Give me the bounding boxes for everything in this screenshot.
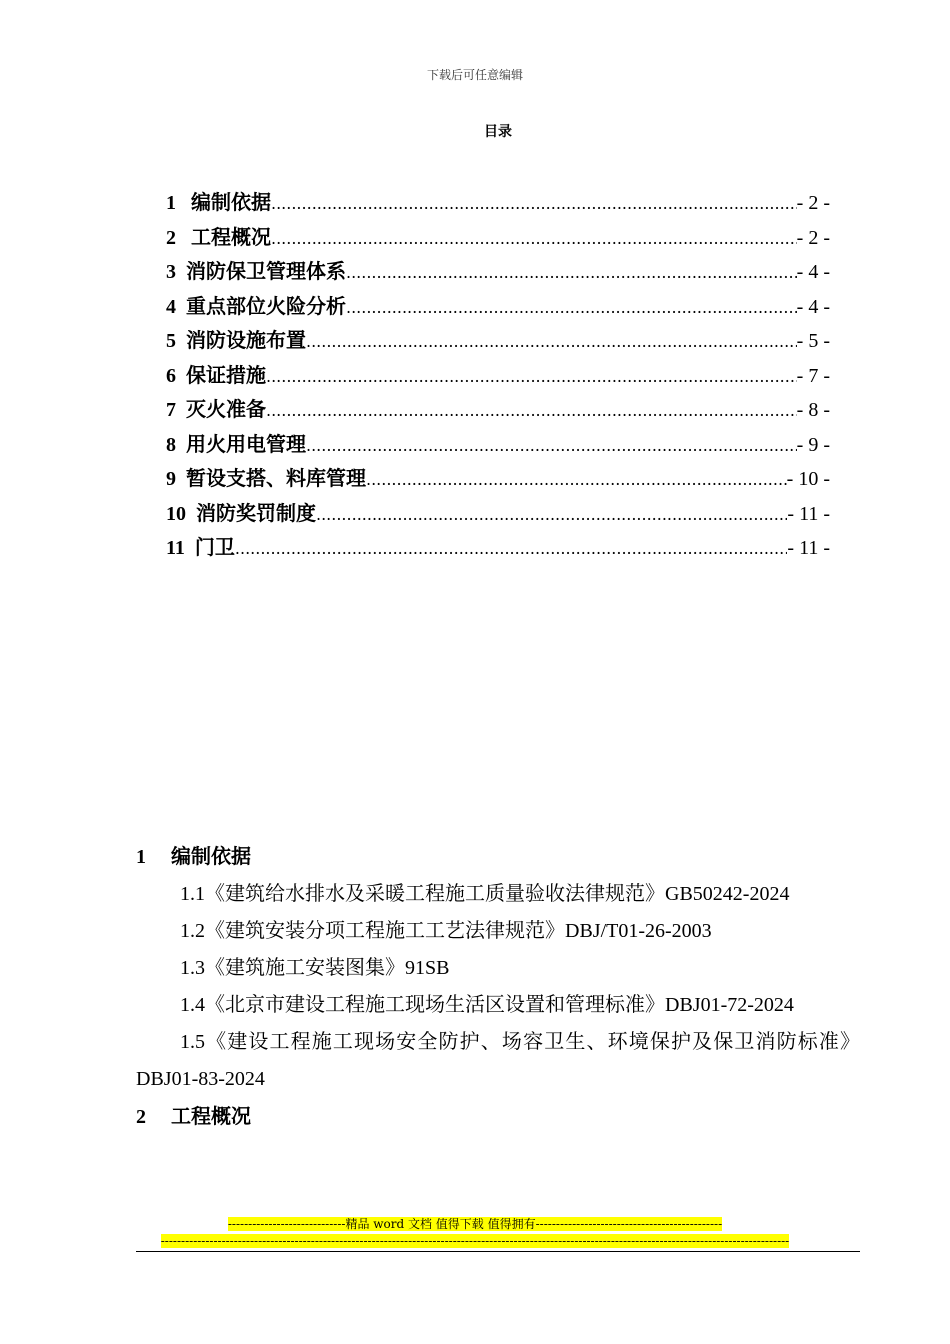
- toc-leader-dots: [271, 194, 797, 213]
- toc-entry-label: 消防保卫管理体系: [186, 259, 346, 283]
- reference-item: 1.4《北京市建设工程施工现场生活区设置和管理标准》DBJ01-72-2024: [180, 994, 794, 1016]
- section-heading: [136, 1098, 860, 1136]
- section-number: 1: [136, 846, 146, 868]
- page-header: 下载后可任意编辑: [426, 68, 523, 82]
- toc-leader-dots: [316, 505, 787, 524]
- toc-entry[interactable]: [166, 324, 830, 359]
- toc-entry[interactable]: [166, 428, 830, 463]
- toc-entry[interactable]: [166, 497, 830, 532]
- toc-entry-page: - 9 -: [796, 433, 830, 456]
- toc-entry[interactable]: [166, 531, 830, 566]
- toc-leader-dots: [366, 470, 787, 489]
- toc-entry-label: 重点部位火险分析: [186, 293, 346, 318]
- toc-entry-page: - 10 -: [786, 468, 830, 490]
- toc-entry[interactable]: [166, 255, 830, 290]
- toc-leader-dots: [266, 367, 797, 386]
- toc-entry-page: - 2 -: [796, 226, 830, 249]
- toc-entry-page: - 7 -: [796, 364, 830, 387]
- toc-entry[interactable]: [166, 290, 830, 325]
- toc-entry-label: 保证措施: [186, 362, 266, 387]
- toc-entry-label: 门卫: [194, 535, 235, 559]
- toc-entry-number: 3: [166, 261, 186, 283]
- toc-leader-dots: [306, 436, 797, 455]
- toc-entry-label: 消防奖罚制度: [196, 500, 316, 525]
- toc-entry-page: - 11 -: [787, 537, 830, 559]
- reference-item: 1.1《建筑给水排水及采暖工程施工质量验收法律规范》GB50242-2024: [180, 883, 790, 905]
- toc-leader-dots: [346, 263, 797, 282]
- section-title: 工程概况: [171, 1104, 251, 1128]
- document-body: [136, 838, 860, 1136]
- toc-entry-page: - 8 -: [796, 399, 830, 421]
- toc-entry-page: - 4 -: [796, 261, 830, 283]
- toc-entry-number: 11: [166, 537, 195, 559]
- table-of-contents: [166, 186, 830, 566]
- toc-entry-number: 7: [166, 399, 186, 421]
- toc-entry-page: - 11 -: [787, 502, 830, 525]
- toc-entry-label: 灭火准备: [186, 397, 266, 421]
- section-title: 编制依据: [171, 844, 251, 868]
- toc-entry-label: 工程概况: [191, 224, 271, 249]
- toc-entry-number: 2: [166, 226, 191, 249]
- toc-entry[interactable]: [166, 186, 830, 221]
- footer-rule: [136, 1251, 860, 1252]
- toc-leader-dots: [271, 229, 797, 248]
- reference-item: 1.5《建设工程施工现场安全防护、场容卫生、环境保护及保卫消防标准》DBJ01-83-2024: [136, 1031, 860, 1090]
- toc-entry[interactable]: [166, 393, 830, 428]
- toc-entry-number: 5: [166, 330, 186, 352]
- toc-entry-number: 8: [166, 433, 186, 456]
- toc-leader-dots: [346, 298, 797, 317]
- footer-dash-line: -----------------------------------------------------------------------------------------------------------------------------------------------------------: [160, 1234, 790, 1248]
- section-heading: [136, 838, 860, 876]
- toc-entry-number: 10: [166, 502, 196, 525]
- toc-leader-dots: [266, 401, 797, 420]
- section-number: 2: [136, 1106, 146, 1128]
- toc-entry-page: - 4 -: [796, 295, 830, 318]
- toc-entry-label: 用火用电管理: [186, 431, 306, 456]
- toc-entry-label: 暂设支搭、料库管理: [186, 466, 366, 490]
- toc-leader-dots: [235, 539, 788, 558]
- toc-title: 目录: [484, 124, 512, 140]
- toc-entry-page: - 2 -: [796, 192, 830, 214]
- toc-leader-dots: [306, 332, 797, 351]
- toc-entry-page: - 5 -: [796, 330, 830, 352]
- toc-entry[interactable]: [166, 462, 830, 497]
- toc-entry-number: 4: [166, 295, 186, 318]
- toc-entry-label: 编制依据: [191, 190, 271, 214]
- page-footer: [0, 1216, 950, 1250]
- reference-item: 1.2《建筑安装分项工程施工工艺法律规范》DBJ/T01-26-2003: [180, 920, 712, 942]
- toc-entry-number: 9: [166, 468, 186, 490]
- footer-banner-line: -----------------------------精品 word 文档 值得下载 值得拥有----------------------------------------------: [227, 1217, 723, 1231]
- toc-entry-label: 消防设施布置: [186, 328, 306, 352]
- toc-entry[interactable]: [166, 359, 830, 394]
- toc-entry-number: 6: [166, 364, 186, 387]
- reference-item: 1.3《建筑施工安装图集》91SB: [180, 957, 450, 979]
- toc-entry[interactable]: [166, 221, 830, 256]
- toc-entry-number: 1: [166, 192, 191, 214]
